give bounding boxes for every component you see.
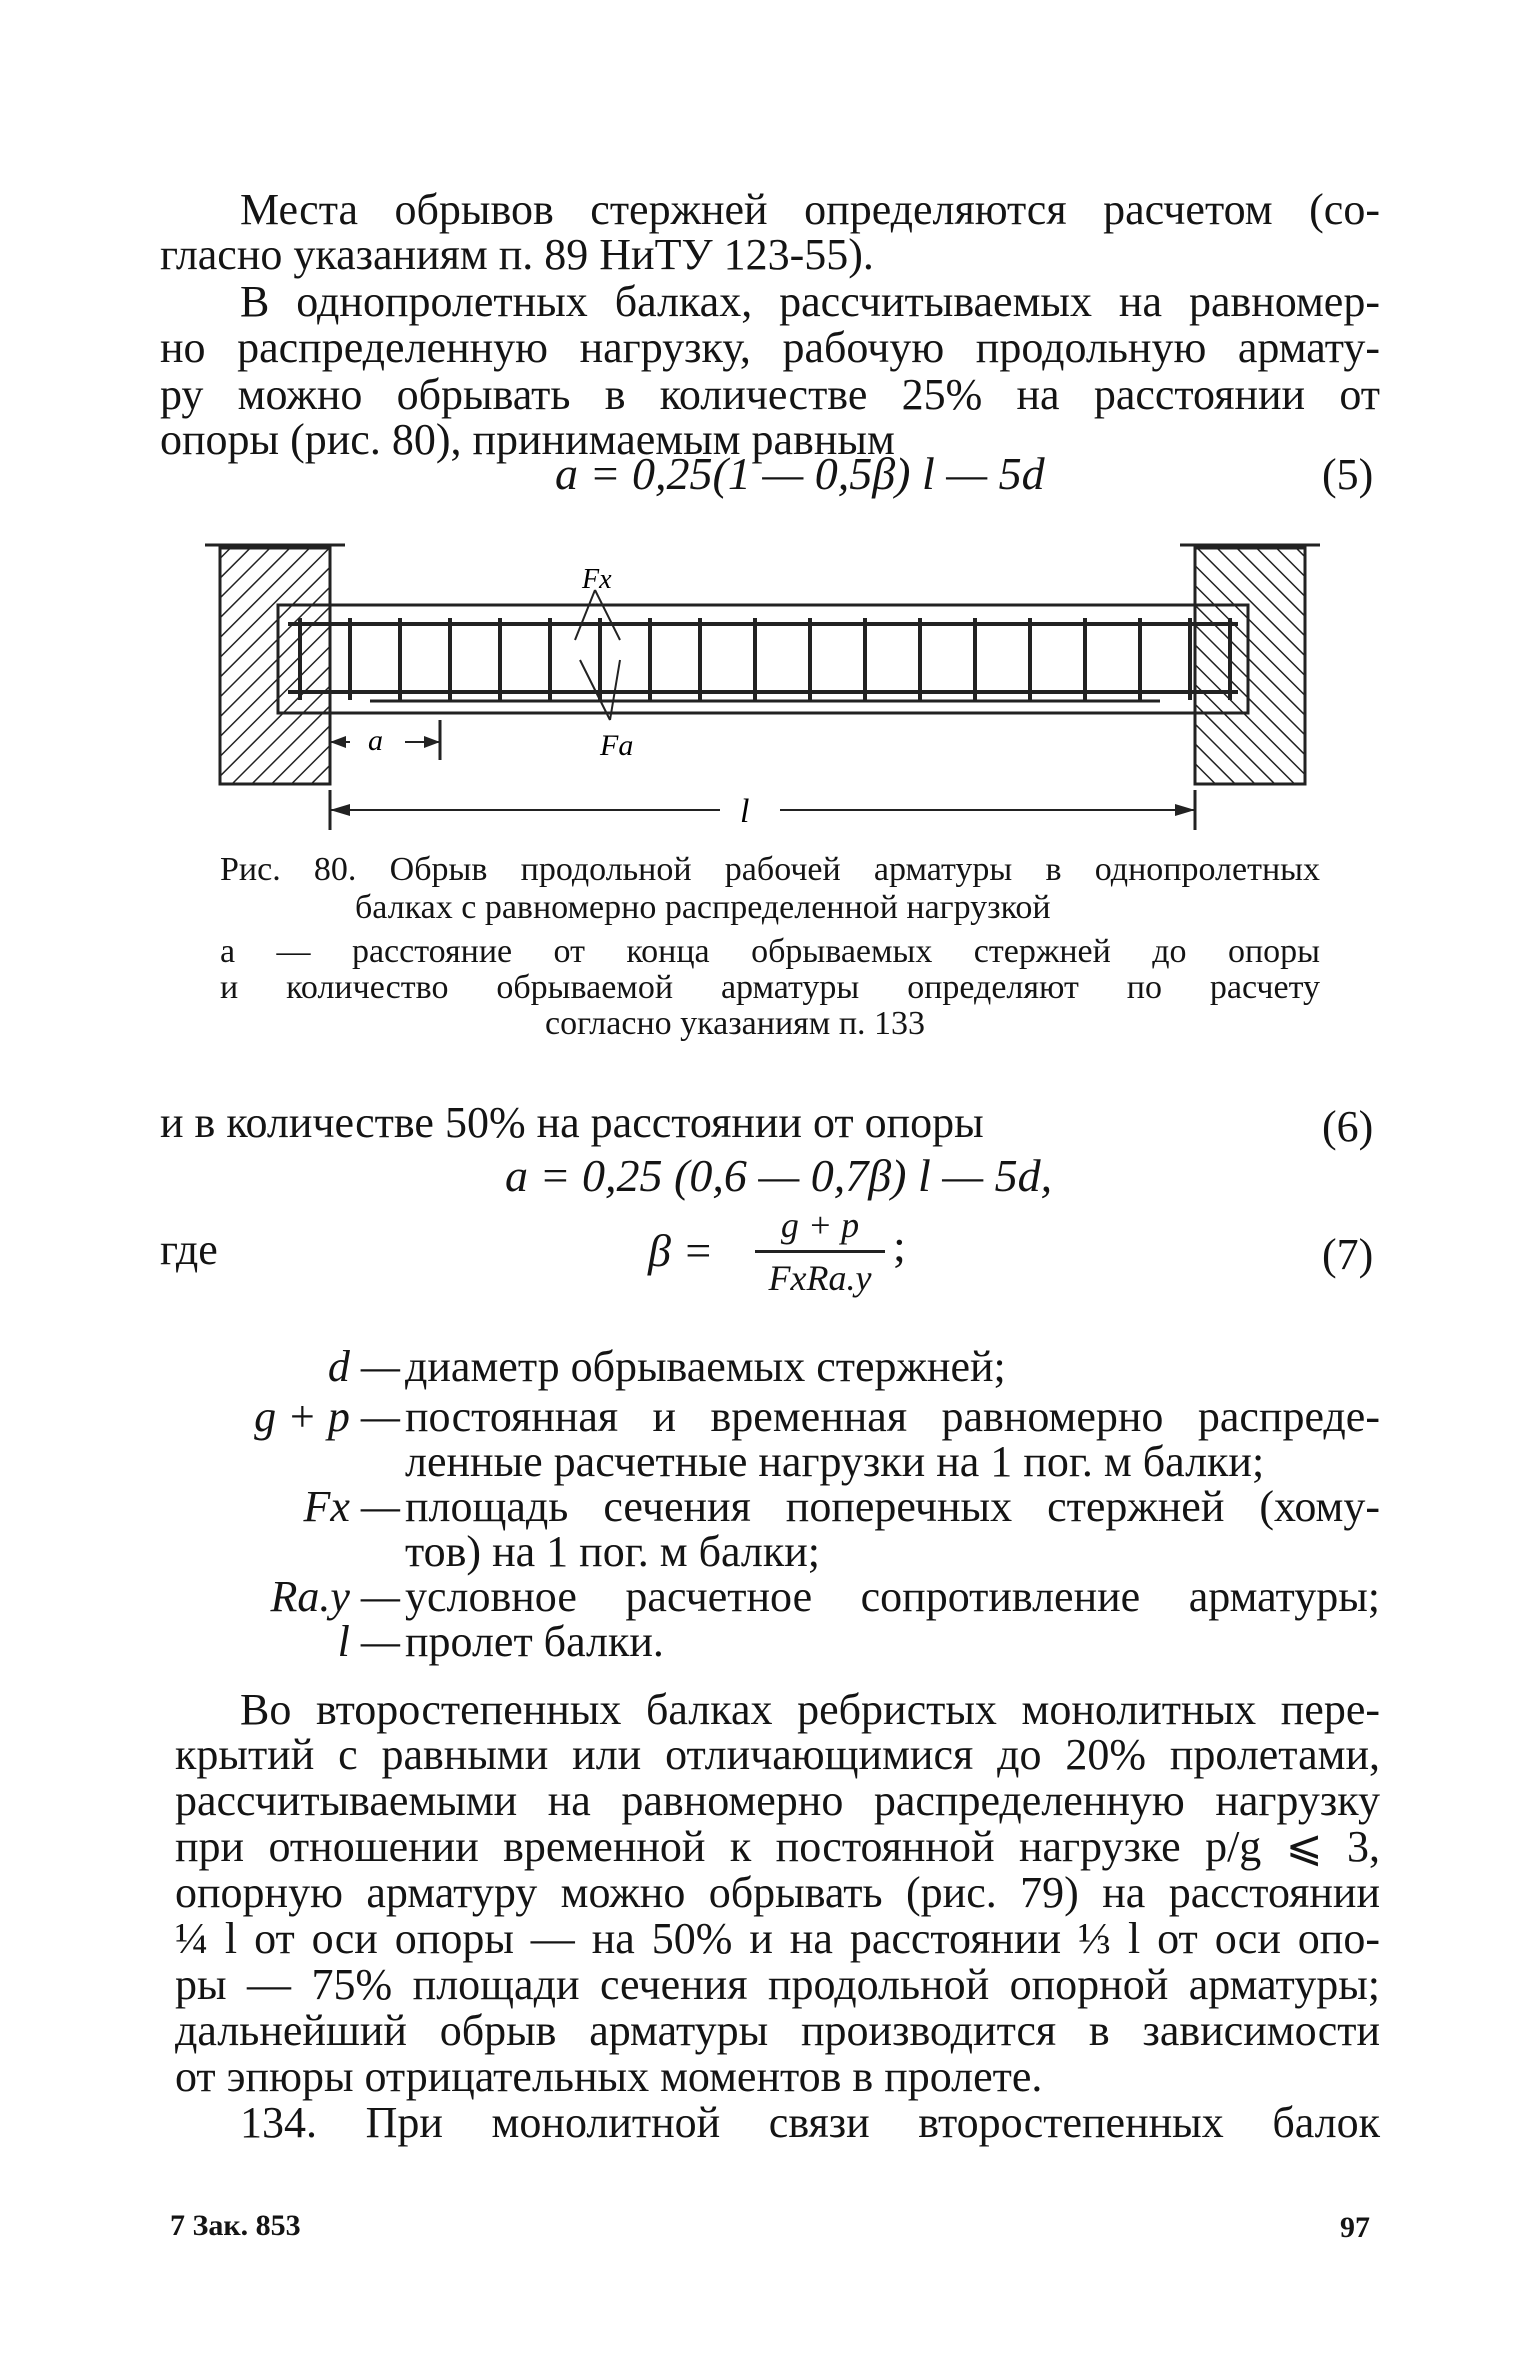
para1-line-1: Места обрывов стержней определяются расчетом (со-: [240, 185, 1380, 234]
figure-caption-line-2: балках с равномерно распределенной нагрузкой: [355, 889, 1051, 926]
para3-line-6: ¼ l от оси опоры — на 50% и на расстоянии ⅓ l от оси опо-: [175, 1914, 1380, 1963]
def-text-ray: условное расчетное сопротивление арматуры;: [405, 1572, 1380, 1621]
equation-7-denominator: FxRa.y: [768, 1258, 872, 1298]
footer-signature: 7 Зак. 853: [170, 2209, 301, 2242]
fraction-bar: [755, 1250, 885, 1253]
def-text-g-p-2: ленные расчетные нагрузки на 1 пог. м балки;: [405, 1437, 1265, 1486]
left-support: [220, 548, 330, 784]
right-support: [1195, 548, 1305, 784]
def-text-fx-2: тов) на 1 пог. м балки;: [405, 1527, 821, 1576]
def-term-l: l —: [337, 1617, 400, 1666]
equation-7-lhs: β =: [648, 1225, 714, 1276]
para3-line-4: при отношении временной к постоянной нагрузке p/g ⩽ 3,: [175, 1822, 1380, 1871]
para2-line-3: ру можно обрывать в количестве 25% на расстоянии от: [160, 370, 1380, 419]
def-term-ray: Ra.y —: [270, 1572, 400, 1621]
figure-caption-line-1: Рис. 80. Обрыв продольной рабочей арматуры в однопролетных: [220, 851, 1320, 888]
figure-note-line-2: и количество обрываемой арматуры определяют по расчету: [220, 969, 1320, 1006]
stirrups: [300, 618, 1230, 700]
para3-line-5: опорную арматуру можно обрывать (рис. 79) на расстоянии: [175, 1868, 1380, 1917]
equation-6-number: (6): [1322, 1102, 1374, 1151]
def-term-fx: Fx —: [303, 1482, 400, 1531]
para2-line-4: опоры (рис. 80), принимаемым равным: [160, 415, 895, 464]
label-fa: Fa: [600, 729, 634, 762]
def-term-g-p: g + p —: [254, 1392, 400, 1441]
equation-5-number: (5): [1322, 450, 1374, 499]
equation-7-where: где: [160, 1225, 218, 1274]
def-text-d: диаметр обрываемых стержней;: [405, 1342, 1006, 1391]
para1-line-2: гласно указаниям п. 89 НиТУ 123-55).: [160, 230, 874, 279]
label-fx: Fx: [582, 564, 612, 595]
para4-line-1: 134. При монолитной связи второстепенных балок: [240, 2098, 1380, 2147]
def-term-d: d —: [327, 1342, 400, 1391]
para2-line-2: но распределенную нагрузку, рабочую продольную армату-: [160, 323, 1380, 372]
para3-line-7: ры — 75% площади сечения продольной опорной арматуры;: [175, 1960, 1380, 2009]
para3-line-3: рассчитываемыми на равномерно распределенную нагрузку: [175, 1776, 1380, 1825]
equation-7-number: (7): [1322, 1230, 1374, 1279]
equation-7-tail: ;: [893, 1220, 906, 1271]
equation-6: a = 0,25 (0,6 — 0,7β) l — 5d,: [505, 1150, 1053, 1201]
equation-5: a = 0,25(1 — 0,5β) l — 5d: [555, 448, 1045, 499]
para3-line-9: от эпюры отрицательных моментов в пролете.: [175, 2052, 1043, 2101]
beam-figure: [0, 520, 1535, 860]
para3-line-2: крытий с равными или отличающимися до 20% пролетами,: [175, 1730, 1380, 1779]
figure-note-line-3: согласно указаниям п. 133: [545, 1005, 926, 1042]
def-text-fx-1: площадь сечения поперечных стержней (хому-: [405, 1482, 1380, 1531]
equation-6-text: и в количестве 50% на расстоянии от опоры: [160, 1098, 984, 1147]
figure-note-line-1: a — расстояние от конца обрываемых стержней до опоры: [220, 933, 1320, 970]
def-text-g-p-1: постоянная и временная равномерно распреде-: [405, 1392, 1380, 1441]
label-a: a: [368, 724, 383, 757]
equation-7-numerator: g + p: [780, 1205, 860, 1245]
para3-line-8: дальнейший обрыв арматуры производится в зависимости: [175, 2006, 1380, 2055]
para3-line-1: Во второстепенных балках ребристых монолитных пере-: [240, 1685, 1380, 1734]
def-text-l: пролет балки.: [405, 1617, 664, 1666]
page-number: 97: [1340, 2211, 1370, 2244]
label-l: l: [740, 793, 750, 830]
beam-outline: [278, 605, 1248, 713]
para2-line-1: В однопролетных балках, рассчитываемых на равномер-: [240, 277, 1380, 326]
